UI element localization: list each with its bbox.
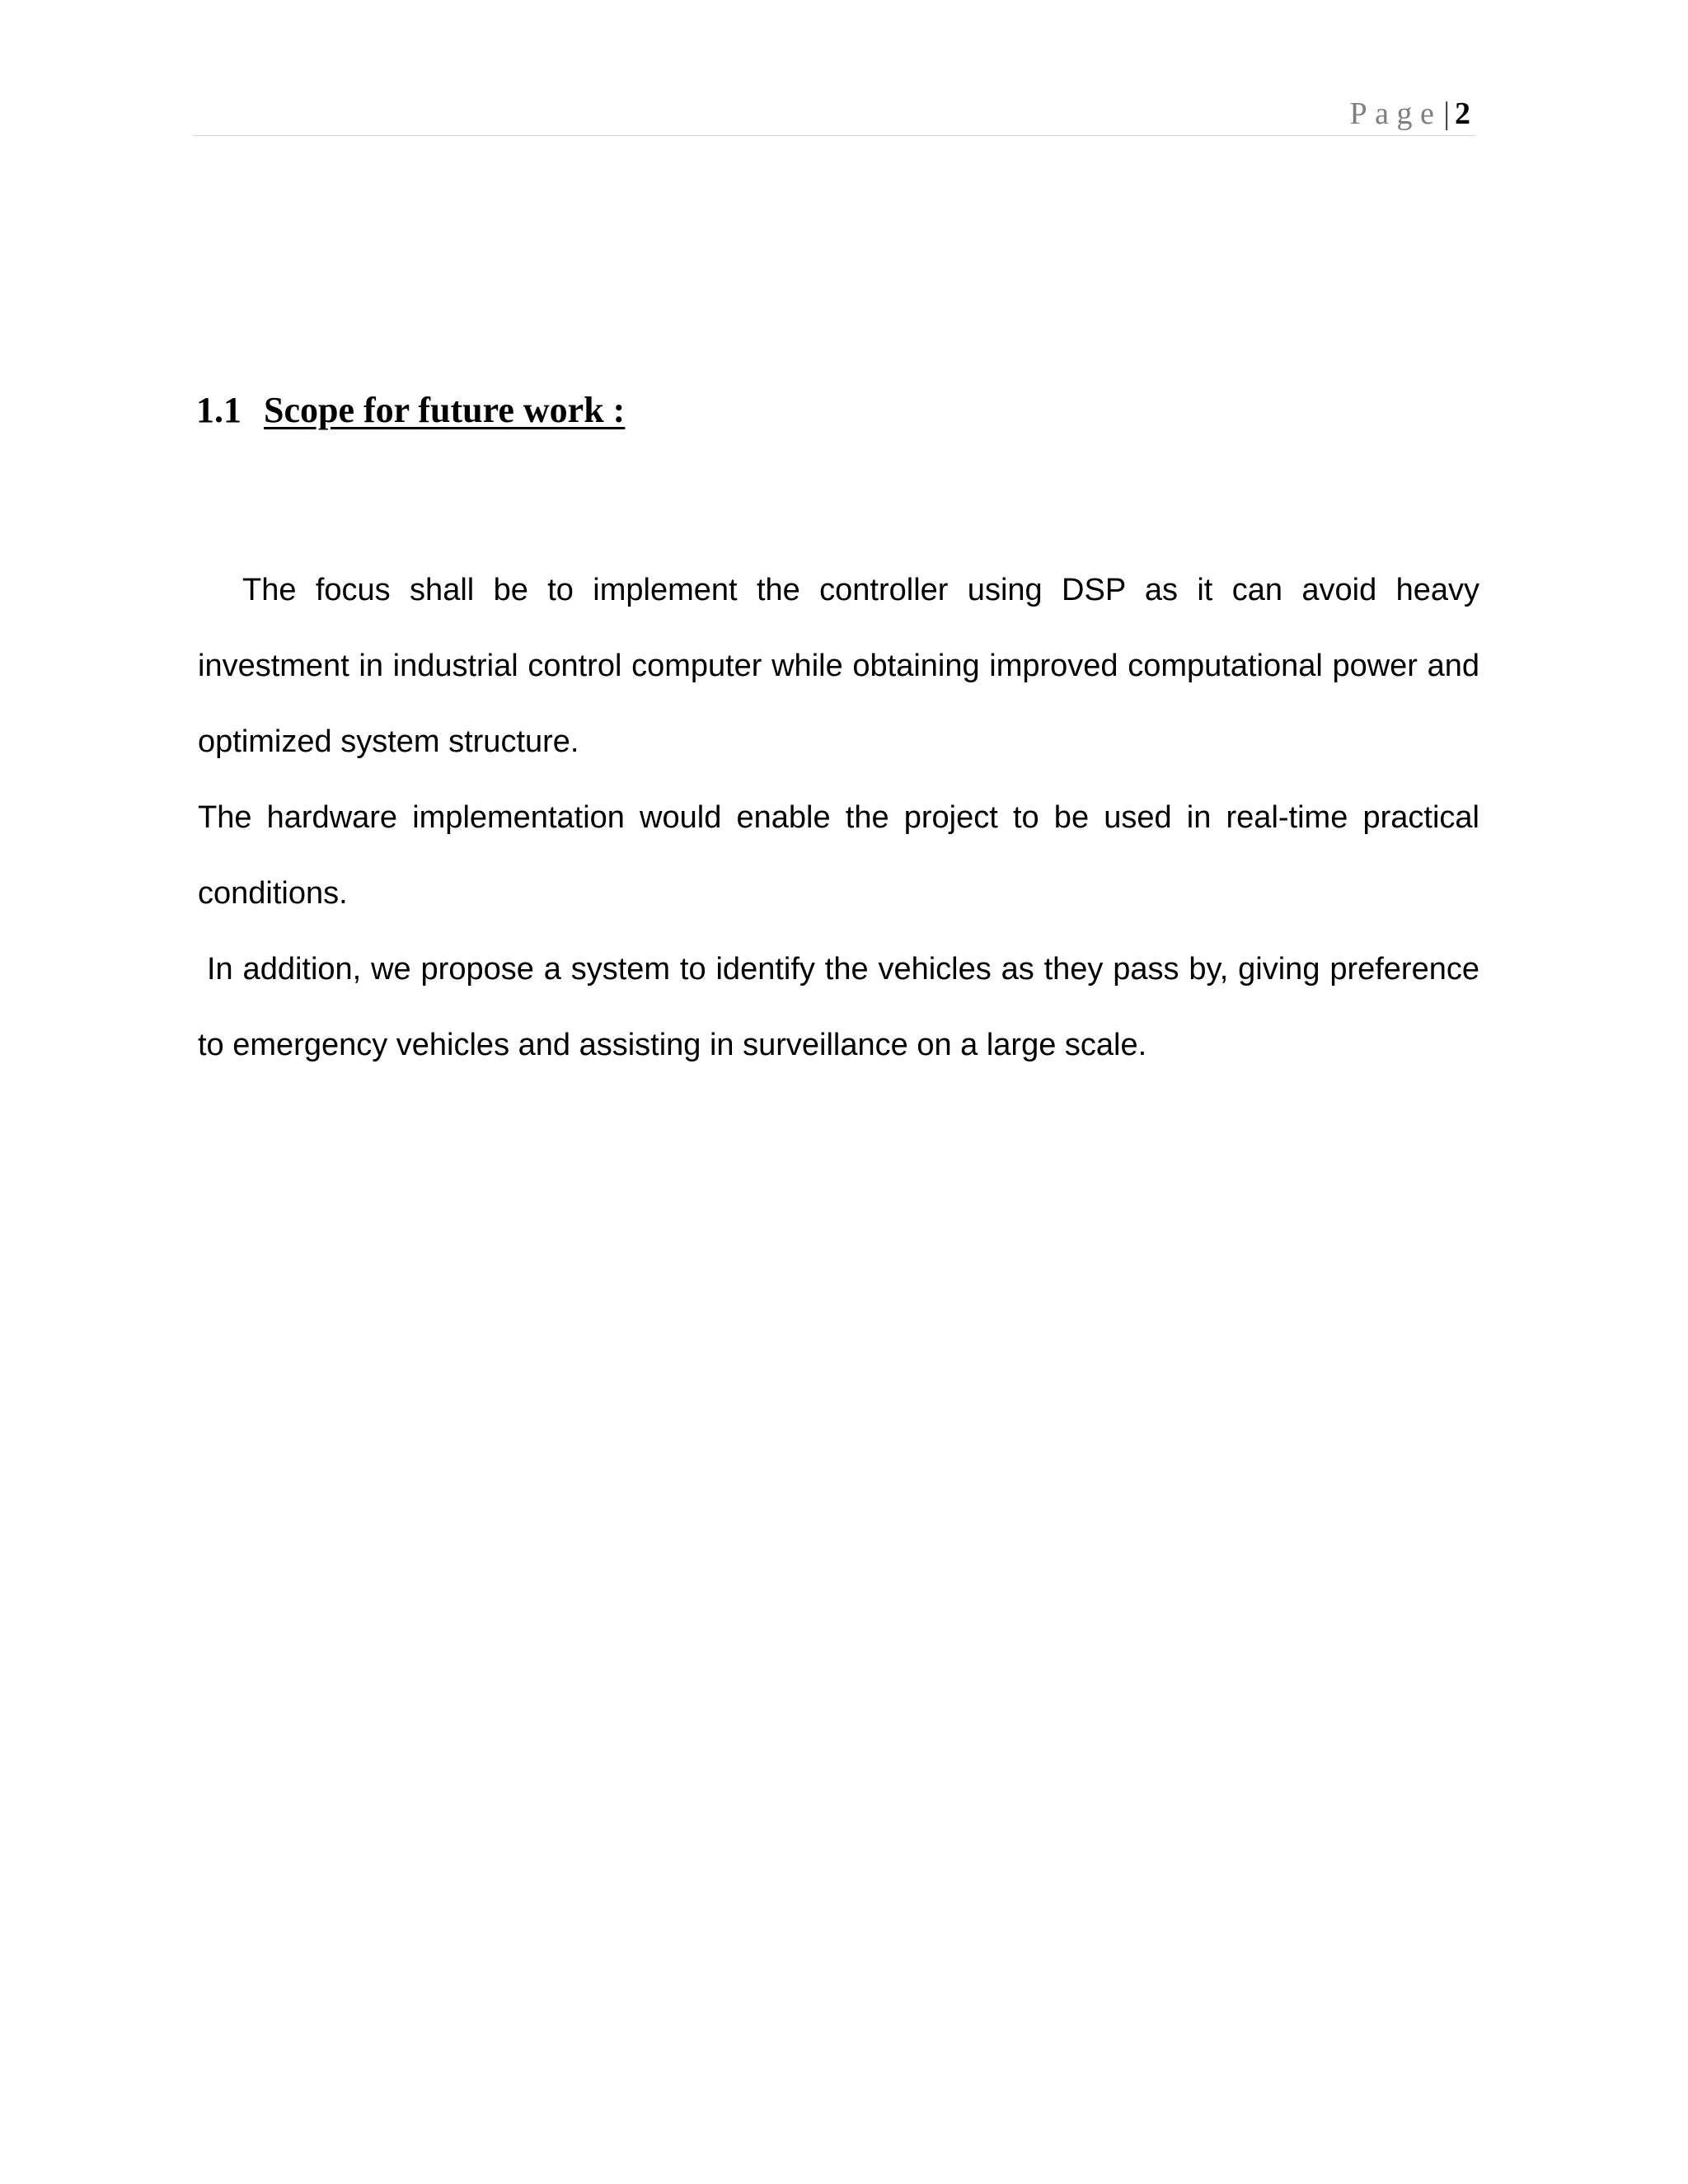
paragraph-vehicle-identification: In addition, we propose a system to identify the vehicles as they pass by, giving preference to emergency vehicles and assisting in surveillance on a large scale.: [198, 952, 1479, 1062]
section-heading: [196, 386, 625, 435]
page-number-label: [1350, 92, 1470, 135]
section-title: Scope for future work :: [264, 390, 626, 430]
page-number-value: 2: [1455, 96, 1470, 131]
paragraph-dsp-controller: The focus shall be to implement the controller using DSP as it can avoid heavy investment in industrial control computer while obtaining improved computational power and optimized system structure.: [198, 573, 1479, 759]
section-number: 1.1: [196, 390, 241, 430]
page-separator: |: [1443, 96, 1450, 131]
page-header: [193, 92, 1475, 136]
paragraph-hardware-implementation: The hardware implementation would enable the project to be used in real-time practical conditions.: [198, 800, 1479, 911]
page-word: Page: [1349, 96, 1442, 131]
section-body: [198, 552, 1479, 1083]
